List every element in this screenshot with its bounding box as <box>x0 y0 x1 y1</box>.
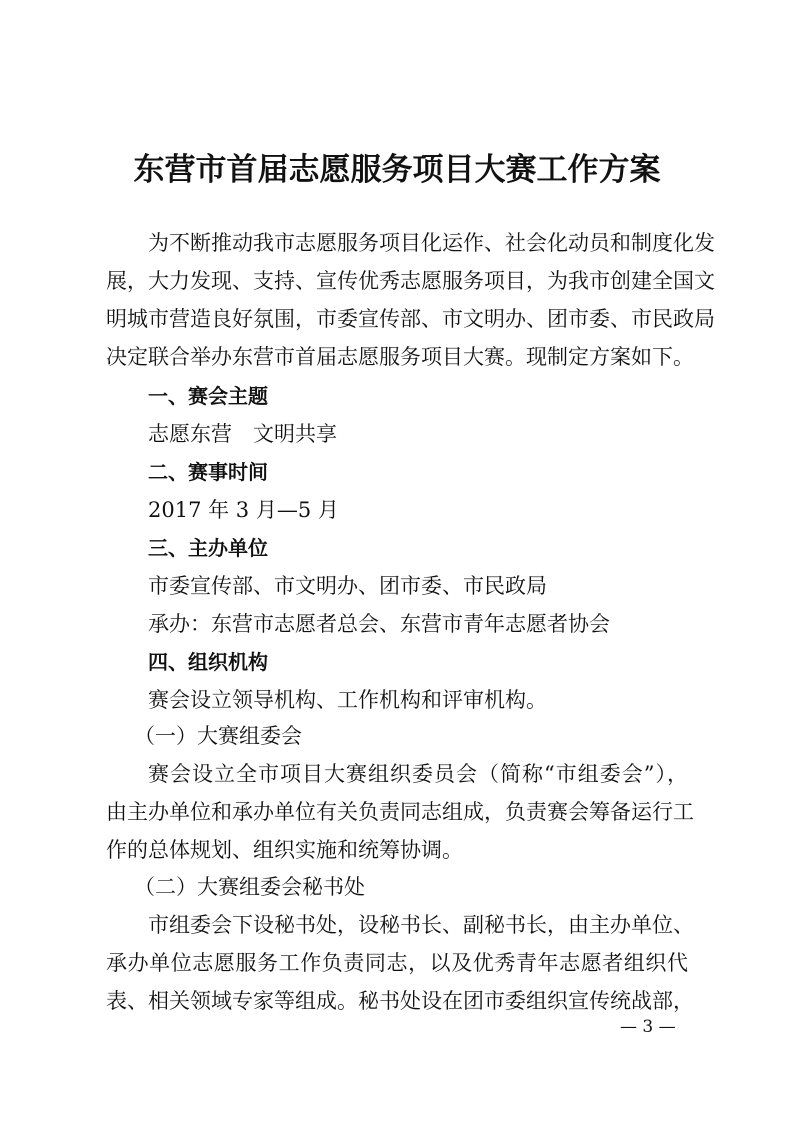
secretariat-line-2: 承办单位志愿服务工作负责同志，以及优秀青年志愿者组织代 <box>106 951 688 975</box>
intro-line-2: 展，大力发现、支持、宣传优秀志愿服务项目，为我市创建全国文 <box>106 269 715 293</box>
organization-content: 赛会设立领导机构、工作机构和评审机构。 <box>148 688 547 712</box>
section-heading-organizers: 三、主办单位 <box>148 536 268 560</box>
secretariat-line-3: 表、相关领域专家等组成。秘书处设在团市委组织宣传统战部， <box>106 989 694 1013</box>
section-heading-time: 二、赛事时间 <box>148 460 268 484</box>
intro-line-3: 明城市营造良好氛围，市委宣传部、市文明办、团市委、市民政局 <box>106 307 715 331</box>
time-content: 2017 年 3 月—5 月 <box>148 498 339 522</box>
theme-content: 志愿东营 文明共享 <box>148 422 337 446</box>
page-number: — 3 — <box>620 1017 676 1037</box>
subsection-heading-secretariat: （二）大赛组委会秘书处 <box>134 875 365 899</box>
intro-line-4: 决定联合举办东营市首届志愿服务项目大赛。现制定方案如下。 <box>106 345 694 369</box>
section-heading-theme: 一、赛会主题 <box>148 384 268 408</box>
committee-line-3: 作的总体规划、组织实施和统筹协调。 <box>106 838 463 862</box>
subsection-heading-committee: （一）大赛组委会 <box>134 724 302 748</box>
co-organizers-content: 承办：东营市志愿者总会、东营市青年志愿者协会 <box>148 612 610 636</box>
secretariat-line-1: 市组委会下设秘书处，设秘书长、副秘书长，由主办单位、 <box>148 913 694 937</box>
intro-line-1: 为不断推动我市志愿服务项目化运作、社会化动员和制度化发 <box>148 231 715 255</box>
committee-line-1: 赛会设立全市项目大赛组织委员会（简称“市组委会”）， <box>148 762 688 786</box>
committee-line-2: 由主办单位和承办单位有关负责同志组成，负责赛会筹备运行工 <box>106 800 694 824</box>
organizers-content: 市委宣传部、市文明办、团市委、市民政局 <box>148 574 547 598</box>
section-heading-organization: 四、组织机构 <box>148 650 268 674</box>
document-title: 东营市首届志愿服务项目大赛工作方案 <box>133 152 661 188</box>
